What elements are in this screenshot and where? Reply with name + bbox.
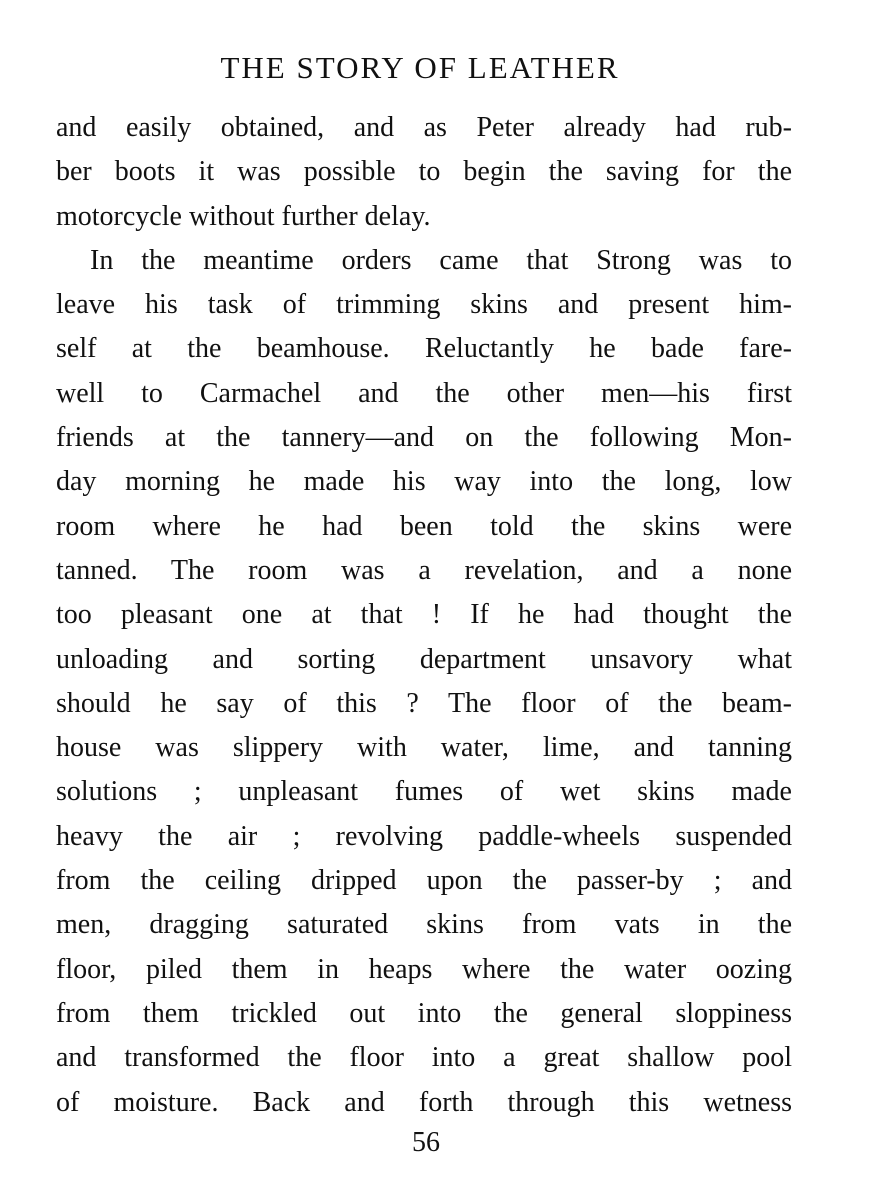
text-line: of moisture. Back and forth through this wetness (56, 1086, 792, 1118)
text-line: unloading and sorting department unsavory what (56, 643, 792, 675)
text-line: from the ceiling dripped upon the passer-by ; and (56, 865, 792, 897)
running-head: THE STORY OF LEATHER (220, 50, 620, 85)
text-line: and transformed the floor into a great shallow pool (56, 1042, 792, 1074)
text-line: motorcycle without further delay. (56, 200, 431, 232)
text-line: day morning he made his way into the long, low (56, 466, 792, 498)
text-line: self at the beamhouse. Reluctantly he bade fare- (56, 333, 792, 365)
text-line: well to Carmachel and the other men—his first (56, 377, 792, 409)
text-line: tanned. The room was a revelation, and a none (56, 554, 792, 586)
page-number: 56 (412, 1127, 440, 1158)
text-line: men, dragging saturated skins from vats in the (56, 909, 792, 941)
text-line: and easily obtained, and as Peter already had rub- (56, 112, 792, 143)
text-line: In the meantime orders came that Strong was to (90, 244, 792, 276)
body-text (56, 106, 792, 1125)
text-line: from them trickled out into the general sloppiness (56, 997, 792, 1029)
text-line: heavy the air ; revolving paddle-wheels suspended (56, 820, 792, 852)
text-line: too pleasant one at that ! If he had thought the (56, 599, 792, 631)
text-line: room where he had been told the skins were (56, 510, 792, 542)
text-line: solutions ; unpleasant fumes of wet skins made (56, 776, 792, 808)
text-line: floor, piled them in heaps where the water oozing (56, 953, 792, 985)
text-line: house was slippery with water, lime, and tanning (56, 732, 792, 764)
text-line: friends at the tannery—and on the following Mon- (56, 422, 792, 454)
text-line: leave his task of trimming skins and present him- (56, 289, 792, 321)
text-line: should he say of this ? The floor of the beam- (56, 687, 792, 719)
text-line: ber boots it was possible to begin the saving for the (56, 156, 792, 188)
